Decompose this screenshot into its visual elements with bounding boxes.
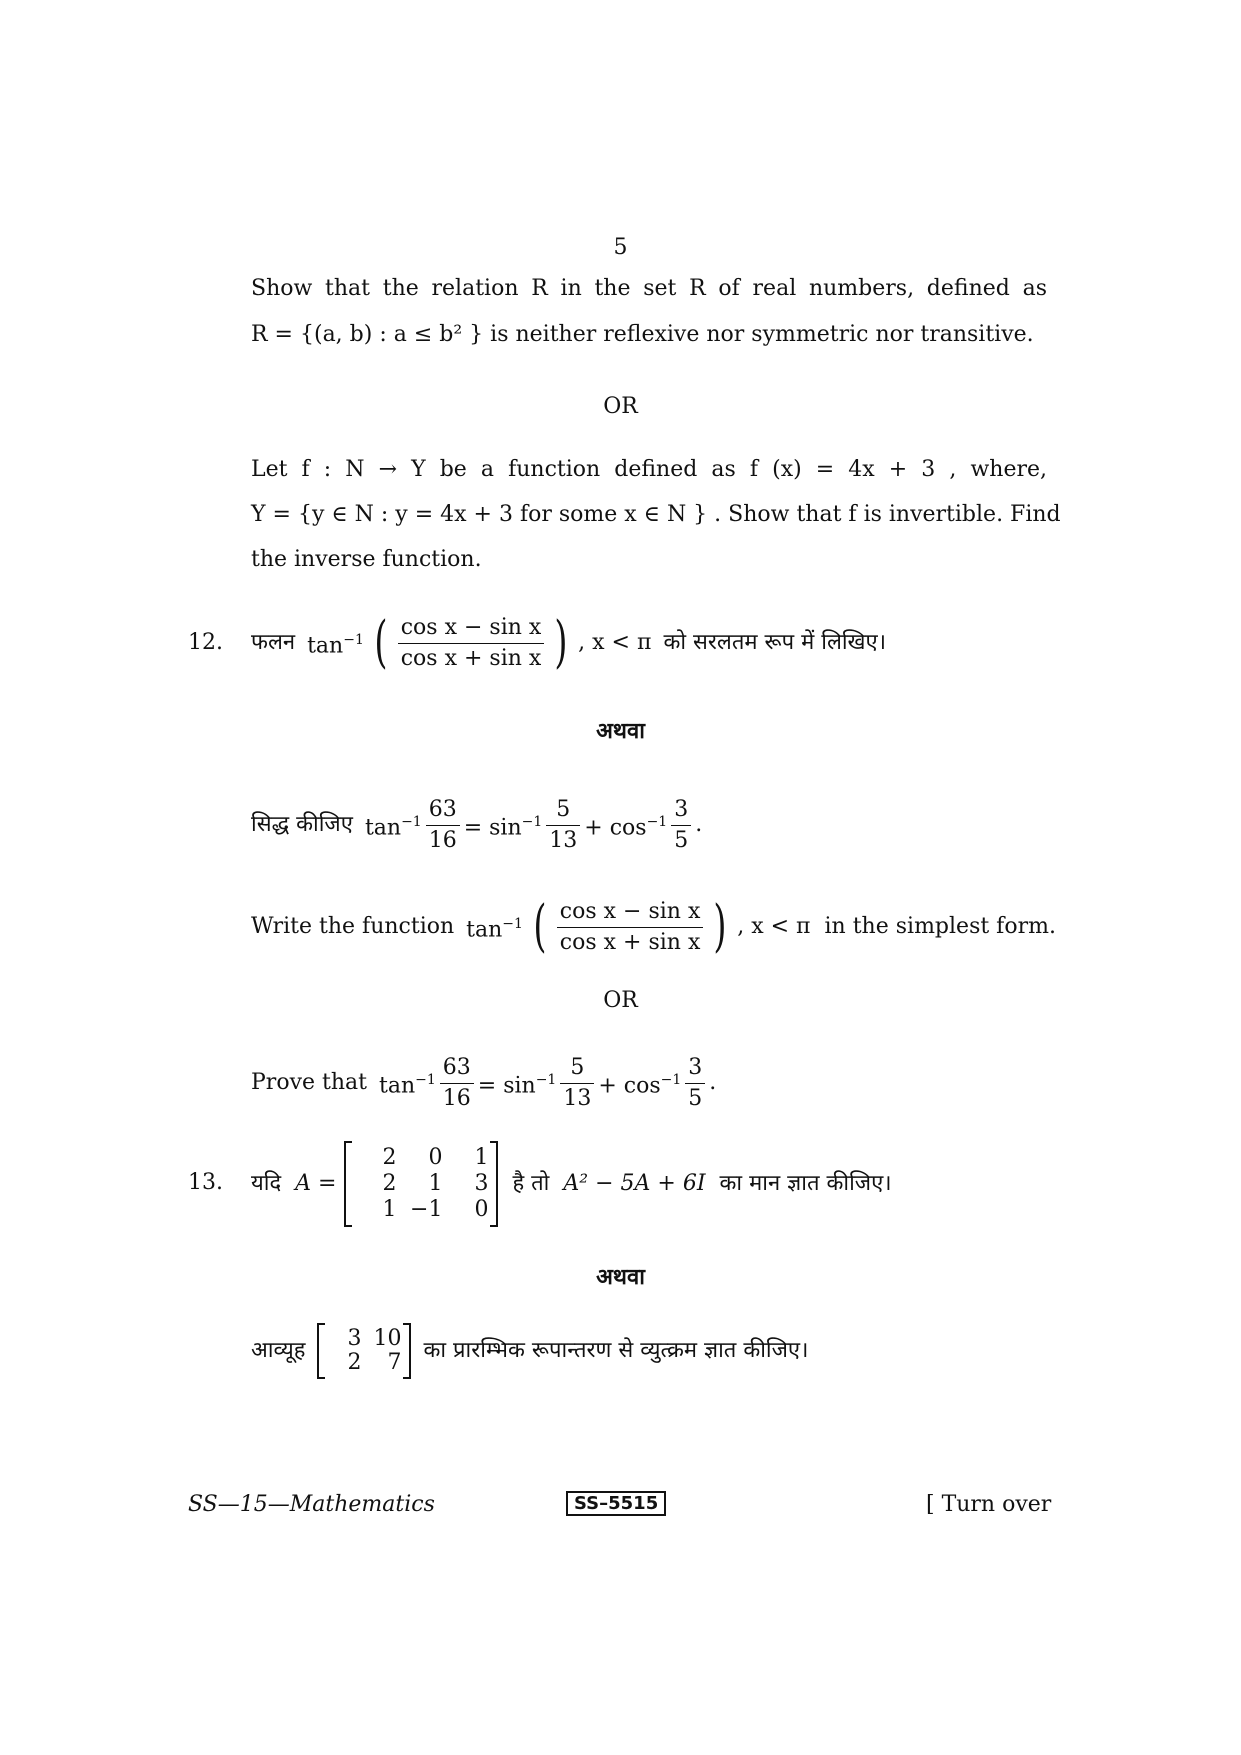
q13-line xyxy=(251,1140,892,1228)
q12-en-frac-num: cos x − sin x xyxy=(557,897,704,928)
footer-left: SS—15—Mathematics xyxy=(188,1492,435,1517)
q11-alt-line1: Let f : N → Y be a function defined as f (x) = 4x + 3 , where, xyxy=(251,457,1047,482)
m-cell: 1 xyxy=(474,1145,489,1170)
en-prove-sup1: −1 xyxy=(415,1071,436,1088)
prove-dot: . xyxy=(695,812,703,837)
q12-english-prove xyxy=(251,1048,716,1118)
prove-frac1 xyxy=(426,795,460,856)
m2-cell: 7 xyxy=(387,1350,402,1375)
en-prove-frac3 xyxy=(685,1053,705,1114)
q13-expr: A² − 5A + 6I xyxy=(563,1171,706,1196)
en-prove-dot: . xyxy=(709,1070,717,1095)
q13-matrix2 xyxy=(317,1325,411,1377)
q13-hi-suffix: का मान ज्ञात कीजिए। xyxy=(719,1171,892,1196)
q12-athava: अथवा xyxy=(596,718,645,744)
en-prove-num1: 63 xyxy=(440,1053,474,1084)
en-prove-eq: = sin xyxy=(477,1073,536,1099)
q12-frac-den: cos x + sin x xyxy=(400,645,542,671)
q13-alt-suffix: का प्रारम्भिक रूपान्तरण से व्युत्क्रम ज्ञात कीजिए। xyxy=(423,1338,809,1363)
prove-den3: 5 xyxy=(674,827,689,853)
q13-alt-line xyxy=(251,1320,808,1382)
q12-en-sup: −1 xyxy=(502,915,523,932)
q12-english-line xyxy=(251,892,1056,962)
prove-frac3 xyxy=(671,795,691,856)
q12-hindi-prove xyxy=(251,790,702,860)
page-number: 5 xyxy=(613,235,628,260)
m-cell: 0 xyxy=(428,1145,443,1170)
en-prove-num3: 3 xyxy=(685,1053,705,1084)
en-prove-tan: tan xyxy=(378,1073,416,1099)
q11-alt-line3: the inverse function. xyxy=(251,547,482,572)
en-prove-den1: 16 xyxy=(442,1085,471,1111)
q12-en-prove: Prove that xyxy=(251,1070,367,1095)
q12-en-frac-den: cos x + sin x xyxy=(559,929,701,955)
prove-num3: 3 xyxy=(671,795,691,826)
en-prove-num2: 5 xyxy=(560,1053,594,1084)
prove-sup2: −1 xyxy=(521,813,543,830)
footer-code: SS–5515 xyxy=(566,1491,666,1516)
q12-hindi-line xyxy=(251,608,886,678)
q11-line1: Show that the relation R in the set R of real numbers, defined as xyxy=(251,276,1047,301)
q12-frac-num: cos x − sin x xyxy=(398,613,545,644)
q13-number: 13. xyxy=(188,1170,223,1195)
q13-matrix xyxy=(344,1143,498,1225)
q13-hi-prefix: यदि xyxy=(251,1171,282,1196)
right-paren: ) xyxy=(713,894,727,959)
m-cell: −1 xyxy=(410,1197,443,1222)
q12-en-suffix: in the simplest form. xyxy=(824,914,1056,939)
prove-plus: + cos xyxy=(584,815,647,841)
m-cell: 3 xyxy=(474,1171,489,1196)
footer-right: [ Turn over xyxy=(926,1492,1052,1517)
q13-athava: अथवा xyxy=(596,1264,645,1290)
q12-hi-prove: सिद्ध कीजिए xyxy=(251,812,353,837)
q12-number: 12. xyxy=(188,630,223,655)
m-cell: 2 xyxy=(382,1145,397,1170)
q12-or: OR xyxy=(603,988,638,1013)
prove-sup3: −1 xyxy=(646,813,668,830)
left-paren: ( xyxy=(374,610,388,675)
q12-en-fraction xyxy=(557,897,704,958)
q12-fraction xyxy=(398,613,545,674)
en-prove-sup2: −1 xyxy=(535,1071,557,1088)
en-prove-den3: 5 xyxy=(688,1085,703,1111)
q13-var: A = xyxy=(295,1171,337,1196)
q12-en-cond: , x < π xyxy=(737,914,811,939)
q13-hi-mid: है तो xyxy=(512,1171,550,1196)
en-prove-frac1 xyxy=(440,1053,474,1114)
m2-cell: 2 xyxy=(347,1350,362,1375)
left-paren: ( xyxy=(533,894,547,959)
prove-num2: 5 xyxy=(546,795,580,826)
q12-tan: tan xyxy=(307,633,344,659)
q12-en-tan: tan xyxy=(466,917,503,943)
m-cell: 1 xyxy=(382,1197,397,1222)
prove-tan: tan xyxy=(364,815,402,841)
right-paren: ) xyxy=(554,610,568,675)
m-cell: 2 xyxy=(382,1171,397,1196)
prove-sup1: −1 xyxy=(401,813,422,830)
q11-alt-line2: Y = {y ∈ N : y = 4x + 3 for some x ∈ N } . Show that f is invertible. Find xyxy=(251,502,1061,527)
footer-code-box xyxy=(566,1491,666,1517)
en-prove-den2: 13 xyxy=(563,1085,592,1111)
prove-eq: = sin xyxy=(463,815,522,841)
m2-cell: 3 xyxy=(347,1326,362,1351)
m2-cell: 10 xyxy=(373,1326,402,1351)
q11-line2: R = {(a, b) : a ≤ b² } is neither reflexive nor symmetric nor transitive. xyxy=(251,322,1034,347)
prove-den2: 13 xyxy=(549,827,578,853)
q12-en-prefix: Write the function xyxy=(251,914,455,939)
q12-hi-suffix: को सरलतम रूप में लिखिए। xyxy=(663,630,887,655)
en-prove-sup3: −1 xyxy=(660,1071,682,1088)
m-cell: 0 xyxy=(474,1197,489,1222)
m-cell: 1 xyxy=(428,1171,443,1196)
en-prove-plus: + cos xyxy=(598,1073,661,1099)
prove-den1: 16 xyxy=(428,827,457,853)
q13-alt-prefix: आव्यूह xyxy=(251,1338,306,1363)
q11-or: OR xyxy=(603,394,638,419)
prove-num1: 63 xyxy=(426,795,460,826)
en-prove-frac2 xyxy=(560,1053,594,1114)
q12-sup: −1 xyxy=(343,631,364,648)
q12-cond: , x < π xyxy=(578,630,652,655)
q12-hi-prefix: फलन xyxy=(251,630,296,655)
prove-frac2 xyxy=(546,795,580,856)
